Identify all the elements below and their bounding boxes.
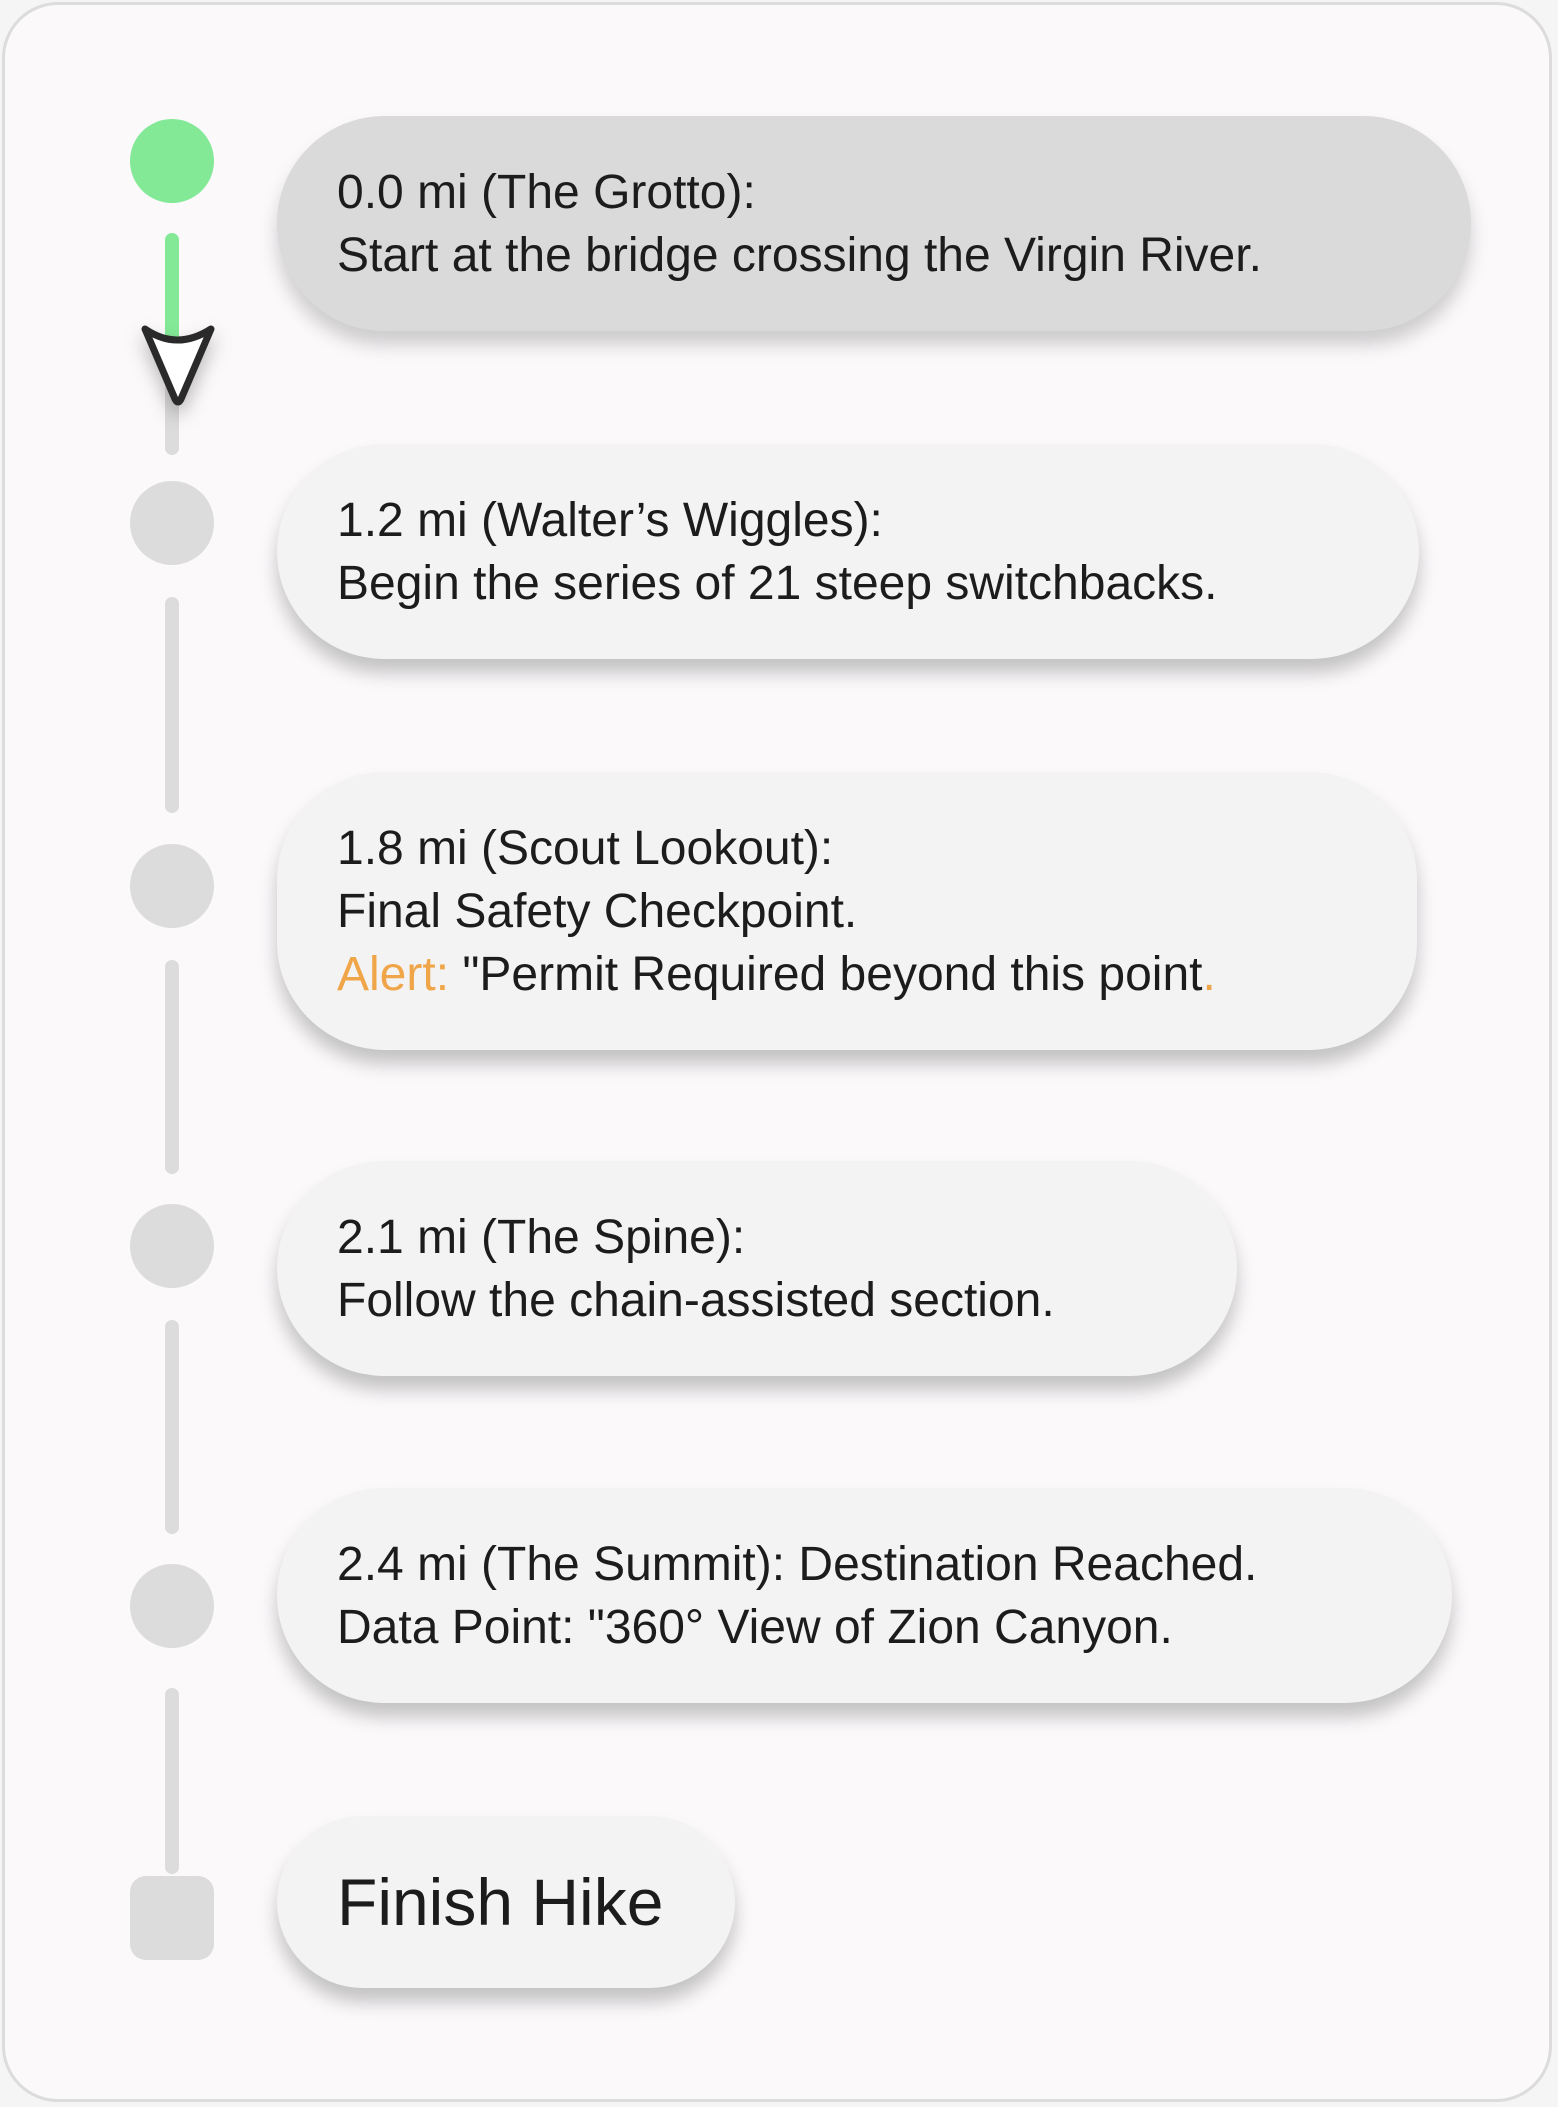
pointer-arrow-icon	[139, 321, 217, 411]
step-card-grotto[interactable]	[277, 116, 1471, 331]
alert-text: "Permit Required beyond this point	[449, 947, 1203, 1001]
alert-label: Alert:	[337, 947, 450, 1001]
alert-end-mark: .	[1202, 947, 1216, 1001]
step-marker-scout-lookout[interactable]	[130, 844, 214, 928]
step-card-spine[interactable]	[277, 1161, 1237, 1376]
step-marker-grotto[interactable]	[130, 119, 214, 203]
step-title: 2.4 mi (The Summit): Destination Reached.	[337, 1537, 1258, 1591]
alert-message	[337, 943, 1417, 1006]
step-card-walters-wiggles[interactable]	[277, 444, 1419, 659]
connector-4	[165, 1320, 179, 1534]
hike-timeline-panel	[2, 2, 1552, 2102]
connector-5	[165, 1688, 179, 1874]
step-title: 1.8 mi (Scout Lookout):	[337, 821, 834, 875]
finish-hike-label: Finish Hike	[337, 1865, 664, 1939]
connector-2	[165, 597, 179, 813]
step-marker-spine[interactable]	[130, 1204, 214, 1288]
step-card-summit[interactable]	[277, 1488, 1452, 1703]
finish-hike-button[interactable]	[277, 1816, 735, 1988]
step-card-scout-lookout[interactable]	[277, 772, 1417, 1050]
step-title: 2.1 mi (The Spine):	[337, 1210, 746, 1264]
step-description: Follow the chain-assisted section.	[337, 1273, 1055, 1327]
step-description: Data Point: "360° View of Zion Canyon.	[337, 1600, 1173, 1654]
connector-3	[165, 960, 179, 1174]
step-marker-summit[interactable]	[130, 1564, 214, 1648]
step-marker-walters-wiggles[interactable]	[130, 481, 214, 565]
finish-marker[interactable]	[130, 1876, 214, 1960]
step-title: 1.2 mi (Walter’s Wiggles):	[337, 493, 883, 547]
step-description: Final Safety Checkpoint.	[337, 884, 858, 938]
step-title: 0.0 mi (The Grotto):	[337, 165, 756, 219]
step-description: Start at the bridge crossing the Virgin River.	[337, 228, 1262, 282]
step-description: Begin the series of 21 steep switchbacks.	[337, 556, 1218, 610]
